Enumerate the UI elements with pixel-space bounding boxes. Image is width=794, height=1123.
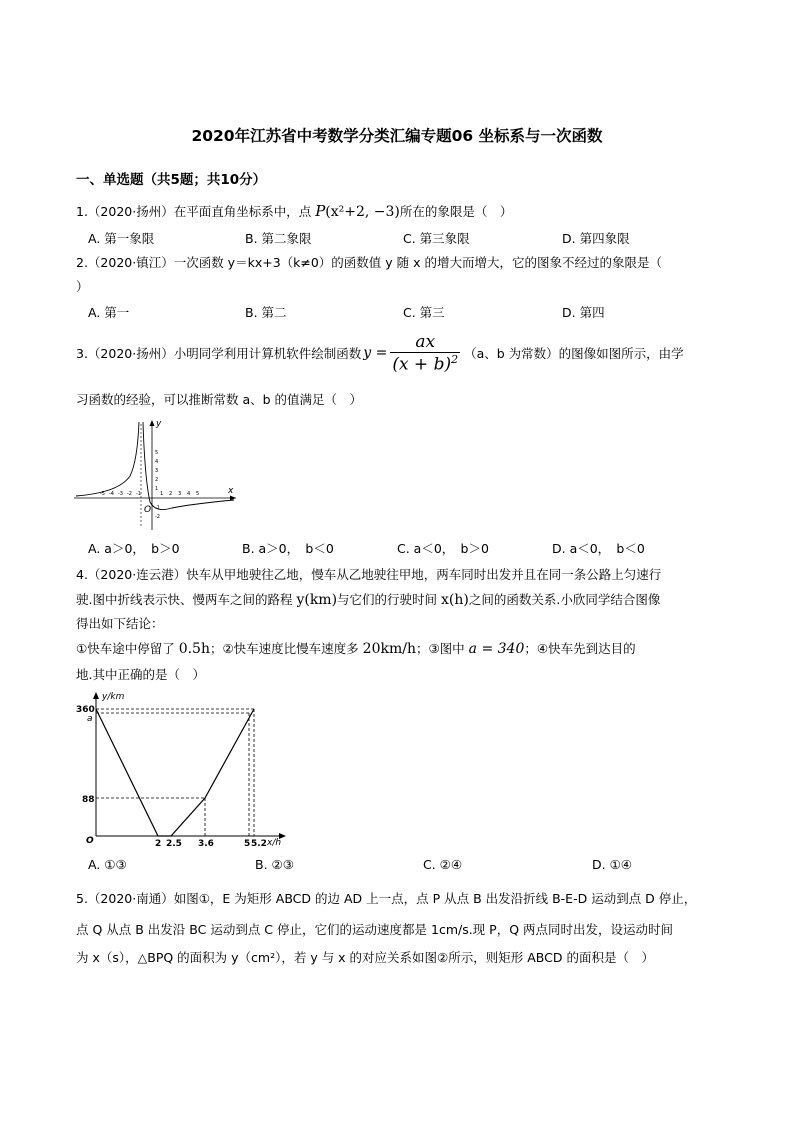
q4-text: 驶.图中折线表示快、慢两车之间的路程 bbox=[76, 592, 297, 607]
q4-y-unit: y(km) bbox=[296, 592, 338, 608]
question-5-line-3: 为 x（s），△BPQ 的面积为 y（cm²），若 y 与 x 的对应关系如图②所示，则矩形 ABCD 的面积是（ ） bbox=[76, 950, 654, 965]
q4-xtick-5: 5 bbox=[244, 839, 251, 846]
question-4-line-5: 地.其中正确的是（ ） bbox=[76, 667, 205, 682]
q3-option-a: A. a＞0， b＞0 bbox=[88, 541, 180, 556]
q2-option-c: C. 第三 bbox=[403, 305, 445, 320]
q3-ytick: -1 bbox=[155, 505, 160, 511]
q4-y-a: a bbox=[87, 714, 93, 724]
q3-denominator: (x + b) bbox=[392, 354, 452, 375]
question-4-line-4 bbox=[76, 639, 636, 657]
q4-xtick-3-6: 3.6 bbox=[198, 839, 214, 846]
q1-coords: (x²+2, −3) bbox=[325, 204, 400, 220]
q1-prefix: 1.（2020·扬州）在平面直角坐标系中，点 bbox=[76, 204, 316, 219]
question-3-line-1 bbox=[76, 327, 684, 379]
q3-ytick: 4 bbox=[155, 459, 159, 465]
question-4-line-1: 4.（2020·连云港）快车从甲地驶往乙地，慢车从乙地驶往甲地，两车同时出发并且在同一条公路上匀速行 bbox=[76, 567, 662, 582]
q1-point: P bbox=[315, 202, 326, 220]
q3-y-label: y bbox=[156, 419, 162, 429]
q3-func-y: y = bbox=[363, 345, 388, 361]
q3-option-c: C. a＜0， b＞0 bbox=[397, 541, 489, 556]
question-1 bbox=[76, 202, 512, 220]
question-5-line-2: 点 Q 从点 B 出发沿 BC 运动到点 C 停止，它们的运动速度都是 1cm/s.现 P，Q 两点同时出发，设运动时间 bbox=[76, 922, 674, 937]
q3-option-d: D. a＜0， b＜0 bbox=[552, 541, 645, 556]
q3-xtick: 1 bbox=[160, 491, 164, 497]
q1-option-c: C. 第三象限 bbox=[403, 231, 470, 246]
q4-text: 与它们的行驶时间 bbox=[337, 592, 442, 607]
page-title: 2020年江苏省中考数学分类汇编专题06 坐标系与一次函数 bbox=[191, 127, 603, 145]
q3-ytick: 3 bbox=[155, 468, 159, 474]
q4-graph bbox=[74, 688, 294, 846]
q4-polyline bbox=[96, 709, 254, 836]
section-heading: 一、单选题（共5题；共10分） bbox=[76, 172, 267, 188]
q4-text: ；④快车先到达目的 bbox=[524, 641, 636, 656]
q3-numerator: ax bbox=[390, 332, 460, 353]
q1-option-a: A. 第一象限 bbox=[88, 231, 155, 246]
question-3-line-2: 习函数的经验，可以推断常数 a、b 的值满足（ ） bbox=[76, 392, 363, 407]
q3-exponent: 2 bbox=[451, 352, 459, 366]
q4-text: 之间的函数关系.小欣同学结合图像 bbox=[468, 592, 661, 607]
q4-origin: O bbox=[86, 836, 94, 846]
q4-text: ；②快车速度比慢车速度多 bbox=[209, 641, 363, 656]
q3-xtick: 3 bbox=[178, 491, 182, 497]
q4-x-label: x/h bbox=[267, 838, 282, 846]
q4-math: 0.5h bbox=[178, 641, 210, 657]
q4-text: ；③图中 bbox=[415, 641, 469, 656]
q3-ytick: 2 bbox=[155, 477, 159, 483]
q4-option-b: B. ②③ bbox=[255, 857, 294, 872]
question-2-line-1: 2.（2020·镇江）一次函数 y＝kx+3（k≠0）的函数值 y 随 x 的增大而增大，它的图象不经过的象限是（ bbox=[76, 255, 663, 270]
q3-xtick: 5 bbox=[196, 491, 200, 497]
q4-math: a = 340 bbox=[468, 641, 525, 657]
q2-option-a: A. 第一 bbox=[88, 305, 130, 320]
q1-option-d: D. 第四象限 bbox=[562, 231, 630, 246]
q4-y-label: y/km bbox=[102, 692, 125, 702]
q4-x-unit: x(h) bbox=[441, 592, 469, 608]
q3-curve-left bbox=[76, 422, 139, 496]
q1-suffix: 所在的象限是（ ） bbox=[399, 204, 513, 219]
q3-prefix: 3.（2020·扬州）小明同学利用计算机软件绘制函数 bbox=[76, 346, 362, 361]
q3-ytick: -2 bbox=[155, 514, 160, 520]
question-5-line-1: 5.（2020·南通）如图①，E 为矩形 ABCD 的边 AD 上一点，点 P 从点 B 出发沿折线 B-E-D 运动到点 D 停止， bbox=[76, 891, 697, 906]
q2-option-d: D. 第四 bbox=[562, 305, 605, 320]
q3-xtick: -3 bbox=[118, 491, 123, 497]
q1-option-b: B. 第二象限 bbox=[245, 231, 312, 246]
q3-xtick: -2 bbox=[127, 491, 132, 497]
question-2-line-2: ） bbox=[76, 279, 89, 294]
q4-xtick-5-2: 5.2 bbox=[251, 839, 267, 846]
q3-option-b: B. a＞0， b＜0 bbox=[242, 541, 334, 556]
q4-y-360: 360 bbox=[76, 705, 95, 715]
q3-origin: O bbox=[144, 505, 152, 515]
q3-ytick: 1 bbox=[155, 486, 159, 492]
q3-y-arrow bbox=[150, 420, 155, 426]
q4-y-arrow bbox=[93, 692, 99, 699]
q3-xtick: 4 bbox=[187, 491, 191, 497]
q3-xtick: -5 bbox=[100, 491, 105, 497]
question-4-line-2 bbox=[76, 590, 660, 608]
q4-xtick-2: 2 bbox=[155, 839, 162, 846]
q3-x-label: x bbox=[228, 486, 234, 496]
q4-y-88: 88 bbox=[82, 795, 95, 805]
q3-fraction bbox=[390, 332, 460, 375]
q3-ytick: 5 bbox=[155, 450, 159, 456]
q4-math: 20km/h bbox=[362, 641, 416, 657]
q3-xtick: -1 bbox=[136, 491, 141, 497]
q4-option-d: D. ①④ bbox=[592, 857, 632, 872]
q2-option-b: B. 第二 bbox=[245, 305, 287, 320]
q3-xtick: 2 bbox=[169, 491, 173, 497]
question-4-line-3: 得出如下结论： bbox=[76, 616, 164, 631]
q4-text: ①快车途中停留了 bbox=[76, 641, 179, 656]
q4-option-c: C. ②④ bbox=[423, 857, 463, 872]
q4-xtick-2-5: 2.5 bbox=[166, 839, 182, 846]
q3-suffix: （a、b 为常数）的图像如图所示，由学 bbox=[464, 346, 684, 361]
q3-xtick: -4 bbox=[109, 491, 114, 497]
q3-graph bbox=[72, 414, 242, 532]
q4-option-a: A. ①③ bbox=[88, 857, 127, 872]
